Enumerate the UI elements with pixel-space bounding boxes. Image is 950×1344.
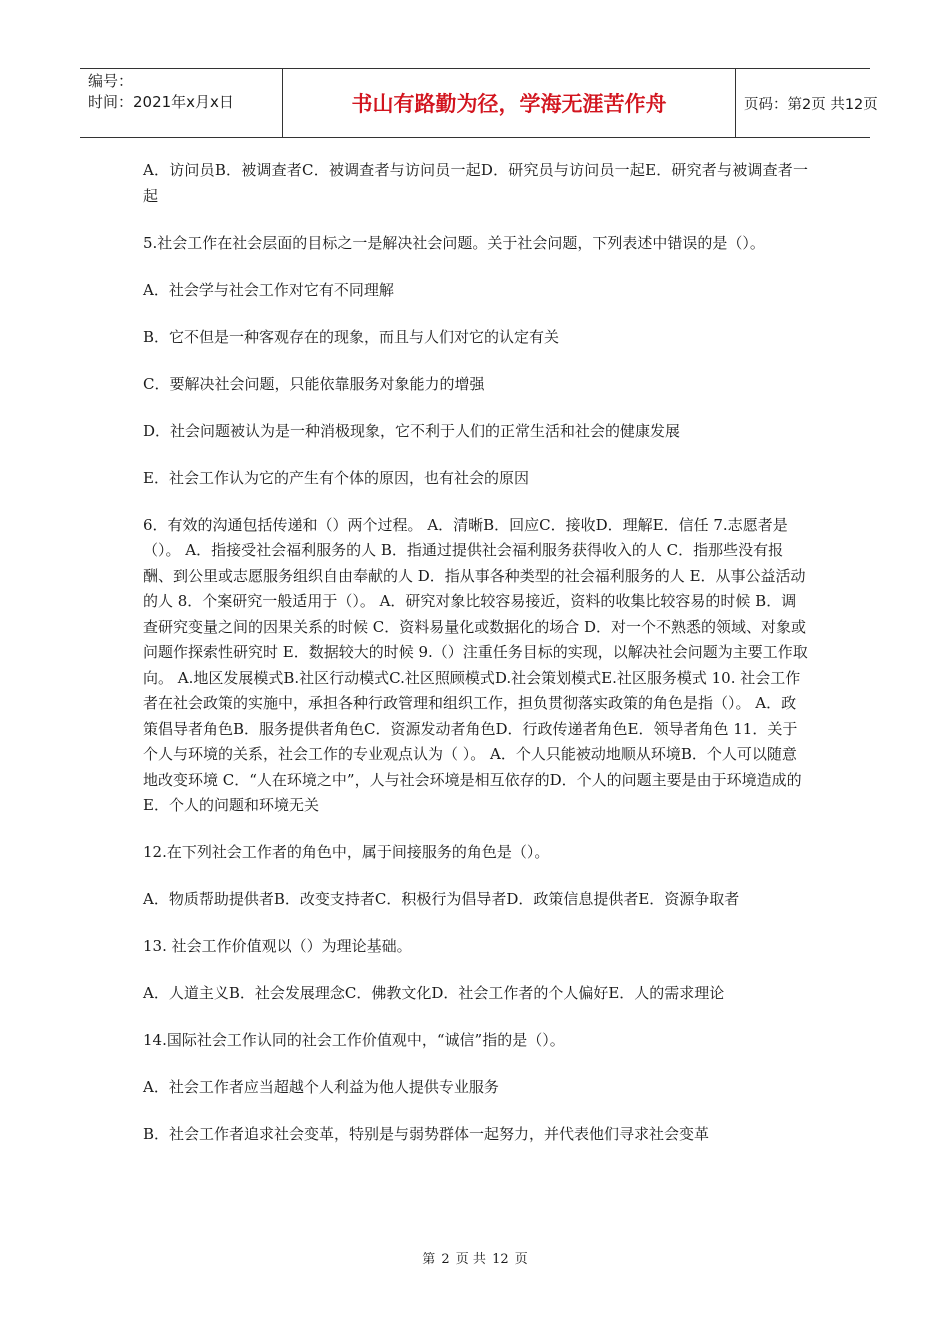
footer-page-number: 2: [441, 1252, 450, 1267]
page-header: [80, 68, 878, 138]
question-12-options: A．物质帮助提供者B．改变支持者C．积极行为倡导者D．政策信息提供者E．资源争取者: [143, 890, 740, 908]
option-b: B．它不但是一种客观存在的现象，而且与人们对它的认定有关: [143, 327, 560, 346]
header-left-cell: [80, 69, 282, 137]
document-number-label: 编号：: [88, 72, 134, 90]
footer-suffix: 页: [514, 1252, 528, 1267]
question-14: 14.国际社会工作认同的社会工作价值观中，“诚信”指的是（）。: [143, 1031, 565, 1049]
questions-6-11: 6．有效的沟通包括传递和（）两个过程。 A．清晰B．回应C．接收D．理解E．信任 7.志愿者是（）。 A．指接受社会福利服务的人 B．指通过提供社会福利服务获得收入的人 C．指那些没有报酬、到公里或志愿服务组织自由奉献的人 D．指从事各种类型的社会福利服务的人 E．从事公益活动的人 8．个案研究一般适用于（）。 A．研究对象比较容易接近，资料的收集比较容易的时候 B．调查研究变量之间的因果关系的时候 C．资料易量化或数据化的场合 D．对一个不熟悉的领域、对象或问题作探索性研究时 E．数据较大的时候 9.（）注重任务目标的实现，以解决社会问题为主要工作取向。 A.地区发展模式B.社区行动模式C.社区照顾模式D.社会策划模式E.社区服务模式 10. 社会工作者在社会政策的实施中，承担各种行政管理和组织工作，担负贯彻落实政策的角色是指（）。 A．政策倡导者角色B．服务提供者角色C．资源发动者角色D．行政传递者角色E．领导者角色 11．关于个人与环境的关系，社会工作的专业观点认为（ ）。 A．个人只能被动地顺从环境B．个人可以随意地改变环境 C．“人在环境之中”，人与社会环境是相互依存的D．个人的问题主要是由于环境造成的 E．个人的问题和环境无关: [143, 515, 808, 814]
footer-total-pages: 12: [492, 1252, 509, 1267]
option-c: C．要解决社会问题，只能依靠服务对象能力的增强: [143, 374, 485, 393]
option-e: E．社会工作认为它的产生有个体的原因，也有社会的原因: [143, 468, 529, 487]
page-footer: [0, 1248, 950, 1267]
question-13: 13. 社会工作价值观以（）为理论基础。: [143, 937, 412, 955]
header-page-code: 页码：第2页 共12页: [744, 96, 878, 113]
document-body: [143, 158, 808, 1169]
document-time-label: 时间：2021年x月x日: [88, 93, 234, 111]
question-12: 12.在下列社会工作者的角色中，属于间接服务的角色是（）。: [143, 843, 550, 861]
question-14-option-b: B．社会工作者追求社会变革，特别是与弱势群体一起努力，并代表他们寻求社会变革: [143, 1125, 710, 1143]
footer-middle: 页 共: [455, 1252, 486, 1267]
question-5: 5.社会工作在社会层面的目标之一是解决社会问题。关于社会问题，下列表述中错误的是（）。: [143, 233, 765, 252]
question-13-options: A．人道主义B．社会发展理念C．佛教文化D．社会工作者的个人偏好E．人的需求理论: [143, 984, 725, 1002]
footer-prefix: 第: [422, 1252, 436, 1267]
option-d: D．社会问题被认为是一种消极现象，它不利于人们的正常生活和社会的健康发展: [143, 421, 681, 440]
option-a: A．社会学与社会工作对它有不同理解: [143, 280, 394, 299]
header-motto: 书山有路勤为径，学海无涯苦作舟: [282, 69, 736, 137]
paragraph: A．访问员B．被调查者C．被调查者与访问员一起D．研究员与访问员一起E．研究者与被调查者一起: [143, 161, 808, 205]
question-14-option-a: A．社会工作者应当超越个人利益为他人提供专业服务: [143, 1078, 499, 1096]
